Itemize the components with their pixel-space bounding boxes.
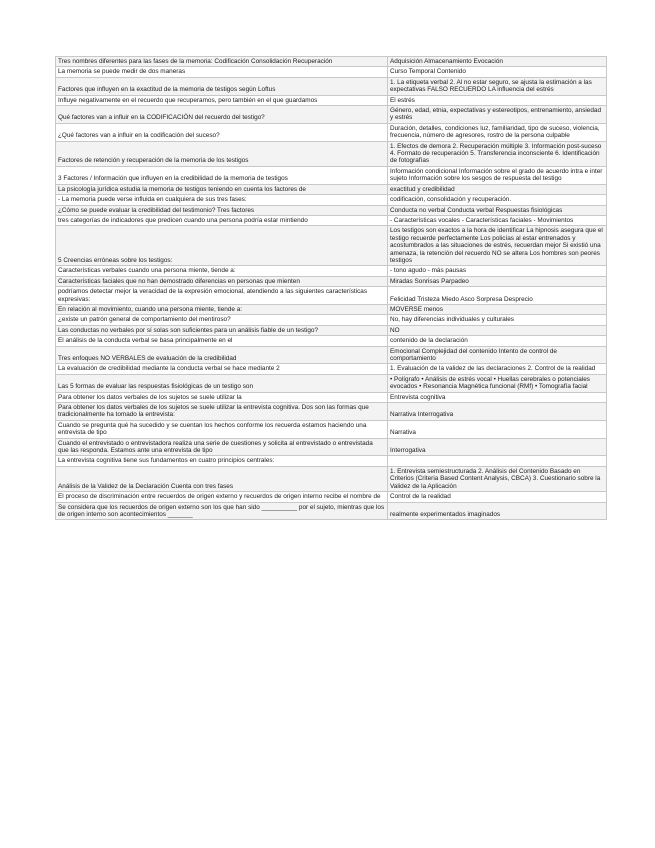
table-row bbox=[56, 195, 607, 205]
answer-cell: 1. Entrevista semiestructurada 2. Análisis del Contenido Basado en Criterios (Criteria Based Content Analysis, CBCA) 3. Cuestionario sobre la Validez de la Aplicación bbox=[388, 466, 607, 491]
answer-cell: Curso Temporal Contenido bbox=[388, 67, 607, 77]
answer-cell: Miradas Sonrisas Parpadeo bbox=[388, 276, 607, 286]
question-cell: Factores de retención y recuperación de la memoria de los testigos bbox=[56, 141, 388, 166]
answer-cell: - Características vocales - Características faciales - Movimientos bbox=[388, 215, 607, 225]
flashcard-table bbox=[55, 56, 607, 520]
question-cell: El proceso de discriminación entre recuerdos de origen externo y recuerdos de origen interno recibe el nombre de bbox=[56, 492, 388, 502]
question-cell: Qué factores van a influir en la CODIFICACIÓN del recuerdo del testigo? bbox=[56, 106, 388, 124]
question-cell: 5 Creencias erróneas sobre los testigos: bbox=[56, 226, 388, 266]
question-cell: podríamos detectar mejor la veracidad de la expresión emocional, atendiendo a las siguientes características expresivas: bbox=[56, 287, 388, 305]
table-row bbox=[56, 492, 607, 502]
table-row bbox=[56, 205, 607, 215]
answer-cell: exactitud y credibilidad bbox=[388, 184, 607, 194]
question-cell: ¿existe un patrón general de comportamiento del mentiroso? bbox=[56, 315, 388, 325]
answer-cell: Narrativa bbox=[388, 420, 607, 438]
table-row bbox=[56, 123, 607, 141]
answer-cell: MOVERSE menos bbox=[388, 304, 607, 314]
question-cell: ¿Cómo se puede evaluar la credibilidad del testimonio? Tres factores bbox=[56, 205, 388, 215]
question-cell: Se considera que los recuerdos de origen externo son los que han sido __________ por el sujeto, mientras que los de origen interno son acontecimientos _______ bbox=[56, 502, 388, 520]
table-row bbox=[56, 304, 607, 314]
table-row bbox=[56, 276, 607, 286]
answer-cell: 1. La etiqueta verbal 2. Al no estar seguro, se ajusta la estimación a las expectativas FALSO RECUERDO LA influencia del estrés bbox=[388, 77, 607, 95]
answer-cell: Interrogativa bbox=[388, 438, 607, 456]
answer-cell: 1. Evaluación de la validez de las declaraciones 2. Control de la realidad bbox=[388, 364, 607, 374]
table-row bbox=[56, 374, 607, 392]
table-row bbox=[56, 420, 607, 438]
answer-cell: codificación, consolidación y recuperación. bbox=[388, 195, 607, 205]
table-row bbox=[56, 325, 607, 335]
question-cell: Las conductas no verbales por sí solas son suficientes para un análisis fiable de un testigo? bbox=[56, 325, 388, 335]
table-row bbox=[56, 403, 607, 421]
answer-cell: - tono agudo - más pausas bbox=[388, 266, 607, 276]
table-row bbox=[56, 346, 607, 364]
table-row bbox=[56, 95, 607, 105]
answer-cell: Control de la realidad bbox=[388, 492, 607, 502]
question-cell: 3 Factores / Información que influyen en la credibilidad de la memoria de testigos bbox=[56, 166, 388, 184]
question-cell: En relación al movimiento, cuando una persona miente, tiende a: bbox=[56, 304, 388, 314]
question-cell: tres categorías de indicadores que predicen cuando una persona podría estar mintiendo bbox=[56, 215, 388, 225]
question-cell: La memoria se puede medir de dos maneras bbox=[56, 67, 388, 77]
table-row bbox=[56, 57, 607, 67]
answer-cell bbox=[388, 456, 607, 466]
answer-cell: contenido de la declaración bbox=[388, 336, 607, 346]
question-cell: Tres enfoques NO VERBALES de evaluación de la credibilidad bbox=[56, 346, 388, 364]
table-row bbox=[56, 226, 607, 266]
table-row bbox=[56, 392, 607, 402]
question-cell: Características faciales que no han demostrado diferencias en personas que mienten bbox=[56, 276, 388, 286]
answer-cell: Los testigos son exactos a la hora de identificar La hipnosis asegura que el testigo recuerde perfectamente Los policías al estar entrenados y acostumbrados a las situaciones de estrés, recuerdan mejor Si existió una amenaza, la retención del recuerdo NO se altera Los hombres son peores testigos bbox=[388, 226, 607, 266]
question-cell: La psicología jurídica estudia la memoria de testigos teniendo en cuenta los factores de bbox=[56, 184, 388, 194]
answer-cell: Género, edad, etnia, expectativas y estereotipos, entrenamiento, ansiedad y estrés bbox=[388, 106, 607, 124]
question-cell: Tres nombres diferentes para las fases de la memoria: Codificación Consolidación Recuperación bbox=[56, 57, 388, 67]
table-row bbox=[56, 77, 607, 95]
question-cell: Análisis de la Validez de la Declaración Cuenta con tres fases bbox=[56, 466, 388, 491]
answer-cell: Duración, detalles, condiciones luz, familiaridad, tipo de suceso, violencia, frecuencia, número de agresores, rostro de la persona culpable bbox=[388, 123, 607, 141]
table-row bbox=[56, 364, 607, 374]
table-row bbox=[56, 166, 607, 184]
question-cell: Para obtener los datos verbales de los sujetos se suele utilizar la bbox=[56, 392, 388, 402]
table-row bbox=[56, 438, 607, 456]
question-cell: Cuando el entrevistado o entrevistadora realiza una serie de cuestiones y solicita al entrevistado o entrevistada que las responda. Estamos ante una entrevista de tipo bbox=[56, 438, 388, 456]
table-row bbox=[56, 336, 607, 346]
question-cell: - La memoria puede verse influida en cualquiera de sus tres fases: bbox=[56, 195, 388, 205]
answer-cell: Entrevista cognitiva bbox=[388, 392, 607, 402]
answer-cell: Adquisición Almacenamiento Evocación bbox=[388, 57, 607, 67]
question-cell: Influye negativamente en el recuerdo que recuperamos, pero también en el que guardamos bbox=[56, 95, 388, 105]
question-cell: Las 5 formas de evaluar las respuestas fisiológicas de un testigo son bbox=[56, 374, 388, 392]
answer-cell: El estrés bbox=[388, 95, 607, 105]
answer-cell: NO bbox=[388, 325, 607, 335]
answer-cell: Emocional Complejidad del contenido Intento de control de comportamiento bbox=[388, 346, 607, 364]
question-cell: La evaluación de credibilidad mediante la conducta verbal se hace mediante 2 bbox=[56, 364, 388, 374]
table-row bbox=[56, 106, 607, 124]
table-row bbox=[56, 502, 607, 520]
question-cell: ¿Qué factores van a influir en la codificación del suceso? bbox=[56, 123, 388, 141]
question-cell: Características verbales cuando una persona miente, tiende a: bbox=[56, 266, 388, 276]
answer-cell: Narrativa Interrogativa bbox=[388, 403, 607, 421]
table-row bbox=[56, 456, 607, 466]
question-cell: El análisis de la conducta verbal se basa principalmente en el bbox=[56, 336, 388, 346]
table-row bbox=[56, 315, 607, 325]
table-row bbox=[56, 67, 607, 77]
table-row bbox=[56, 287, 607, 305]
answer-cell: No, hay diferencias individuales y culturales bbox=[388, 315, 607, 325]
answer-cell: Información condicional Información sobre el grado de acuerdo intra e inter sujeto Información sobre los sesgos de respuesta del testigo bbox=[388, 166, 607, 184]
question-cell: Cuando se pregunta qué ha sucedido y se cuentan los hechos conforme los recuerda estamos haciendo una entrevista de tipo bbox=[56, 420, 388, 438]
table-row bbox=[56, 141, 607, 166]
table-row bbox=[56, 184, 607, 194]
question-cell: La entrevista cognitiva tiene sus fundamentos en cuatro principios centrales: bbox=[56, 456, 388, 466]
answer-cell: Conducta no verbal Conducta verbal Respuestas fisiológicas bbox=[388, 205, 607, 215]
flashcard-sheet bbox=[55, 56, 603, 520]
answer-cell: • Polígrafo • Análisis de estrés vocal • Huellas cerebrales o potenciales evocados • Resonancia Magnética funcional (RMf) • Tomografía facial bbox=[388, 374, 607, 392]
answer-cell: 1. Efectos de demora 2. Recuperación múltiple 3. Información post-suceso 4. Formato de recuperación 5. Transferencia inconsciente 6. Identificación de fotografías bbox=[388, 141, 607, 166]
table-row bbox=[56, 266, 607, 276]
table-row bbox=[56, 215, 607, 225]
answer-cell: realmente experimentados imaginados bbox=[388, 502, 607, 520]
question-cell: Para obtener los datos verbales de los sujetos se suele utilizar la entrevista cognitiva. Dos son las formas que tradicionalmente ha tomado la entrevista: bbox=[56, 403, 388, 421]
question-cell: Factores que influyen en la exactitud de la memoria de testigos según Loftus bbox=[56, 77, 388, 95]
answer-cell: Felicidad Tristeza Miedo Asco Sorpresa Desprecio bbox=[388, 287, 607, 305]
table-row bbox=[56, 466, 607, 491]
